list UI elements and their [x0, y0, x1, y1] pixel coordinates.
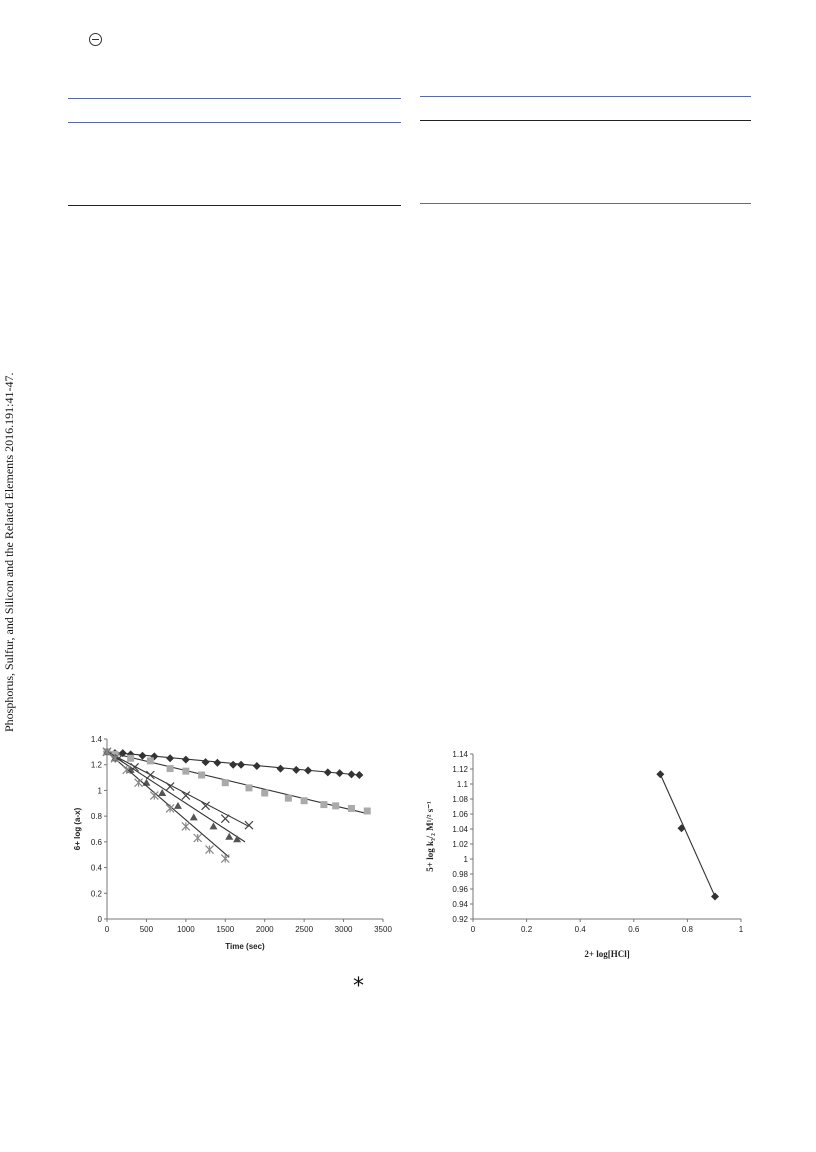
data-point — [182, 768, 189, 775]
y-tick-label: 0.4 — [90, 863, 102, 873]
y-tick-label: 0.94 — [452, 900, 468, 909]
data-point — [135, 779, 143, 787]
y-tick-label: 1.12 — [452, 765, 468, 774]
table-rule-left-top — [68, 98, 401, 99]
y-axis-title: 5+ log k₃/₂ M¹/² s⁻¹ — [425, 801, 435, 872]
data-point — [190, 813, 198, 820]
table-rule-right-top — [420, 96, 751, 97]
x-tick-label: 0.4 — [574, 925, 586, 934]
y-tick-label: 1.2 — [90, 760, 102, 770]
y-tick-label: 1.14 — [452, 750, 468, 759]
data-point — [229, 761, 237, 769]
y-axis-title: 6+ log (a-x) — [73, 807, 82, 851]
data-point — [174, 802, 182, 809]
log-rate-vs-log-hcl-plot — [415, 745, 765, 970]
x-tick-label: 0.8 — [681, 925, 693, 934]
data-point — [182, 756, 190, 764]
data-point — [364, 808, 371, 815]
data-point — [347, 770, 355, 778]
y-tick-label: 1.4 — [90, 735, 102, 744]
x-tick-label: 1500 — [216, 925, 235, 934]
data-point — [166, 754, 174, 762]
y-tick-label: 0.96 — [452, 885, 468, 894]
data-point — [656, 770, 664, 778]
data-point — [276, 765, 284, 773]
series-5 — [103, 748, 229, 863]
table-rule-right-mid — [420, 120, 751, 121]
x-tick-label: 0.2 — [521, 925, 533, 934]
kinetics-time-plot — [70, 730, 400, 960]
footer-asterisk: * — [353, 974, 364, 999]
data-point — [194, 834, 202, 842]
y-tick-label: 0.92 — [452, 915, 468, 924]
data-point — [301, 797, 308, 804]
x-tick-label: 0 — [104, 925, 110, 934]
y-tick-label: 0.98 — [452, 870, 468, 879]
data-point — [167, 765, 174, 772]
table-rule-right-bottom — [420, 203, 751, 204]
x-tick-label: 0 — [470, 925, 476, 934]
side-citation-text: Phosphorus, Sulfur, and Silicon and the Related Elements 2016.191:41-47. — [2, 372, 16, 732]
table-rule-left-bottom — [68, 205, 401, 206]
data-point — [355, 771, 363, 779]
data-point — [245, 784, 252, 791]
x-tick-label: 0.6 — [628, 925, 640, 934]
data-point — [206, 846, 214, 854]
data-point — [221, 815, 229, 823]
data-point — [147, 757, 154, 764]
y-tick-label: 1.04 — [452, 825, 468, 834]
header-emblem-icon — [89, 33, 102, 46]
series-1 — [656, 770, 719, 900]
data-point — [711, 893, 719, 901]
data-point — [127, 755, 134, 762]
x-axis-title: 2+ log[HCl] — [584, 949, 630, 959]
data-point — [324, 768, 332, 776]
x-tick-label: 2500 — [295, 925, 314, 934]
data-point — [285, 795, 292, 802]
x-axis-title: Time (sec) — [225, 942, 265, 951]
data-point — [332, 802, 339, 809]
data-point — [202, 758, 210, 766]
data-point — [237, 761, 245, 769]
x-tick-label: 2000 — [255, 925, 274, 934]
y-tick-label: 1 — [97, 786, 102, 796]
x-tick-label: 1000 — [176, 925, 195, 934]
data-point — [198, 772, 205, 779]
data-point — [213, 759, 221, 767]
x-tick-label: 500 — [139, 925, 154, 934]
x-tick-label: 3500 — [374, 925, 392, 934]
data-point — [336, 769, 344, 777]
x-tick-label: 3000 — [334, 925, 353, 934]
trendline — [107, 752, 245, 842]
data-point — [304, 767, 312, 775]
data-point — [222, 779, 229, 786]
data-point — [320, 801, 327, 808]
data-point — [138, 752, 146, 760]
trendline — [660, 774, 715, 896]
table-rule-left-mid — [68, 122, 401, 123]
series-3 — [103, 748, 253, 829]
data-point — [182, 822, 190, 830]
y-tick-label: 0.8 — [90, 812, 102, 822]
y-tick-label: 0.6 — [90, 837, 102, 847]
data-point — [261, 790, 268, 797]
data-point — [678, 824, 686, 832]
data-point — [221, 855, 229, 863]
y-tick-label: 0.2 — [90, 889, 102, 899]
data-point — [253, 762, 261, 770]
data-point — [348, 805, 355, 812]
y-tick-label: 1.08 — [452, 795, 468, 804]
side-citation — [2, 372, 22, 1152]
x-tick-label: 1 — [738, 925, 744, 934]
y-tick-label: 1 — [463, 855, 468, 864]
y-tick-label: 0 — [97, 915, 102, 924]
y-tick-label: 1.06 — [452, 810, 468, 819]
data-point — [292, 766, 300, 774]
y-tick-label: 1.02 — [452, 840, 468, 849]
y-tick-label: 1.1 — [456, 780, 468, 789]
